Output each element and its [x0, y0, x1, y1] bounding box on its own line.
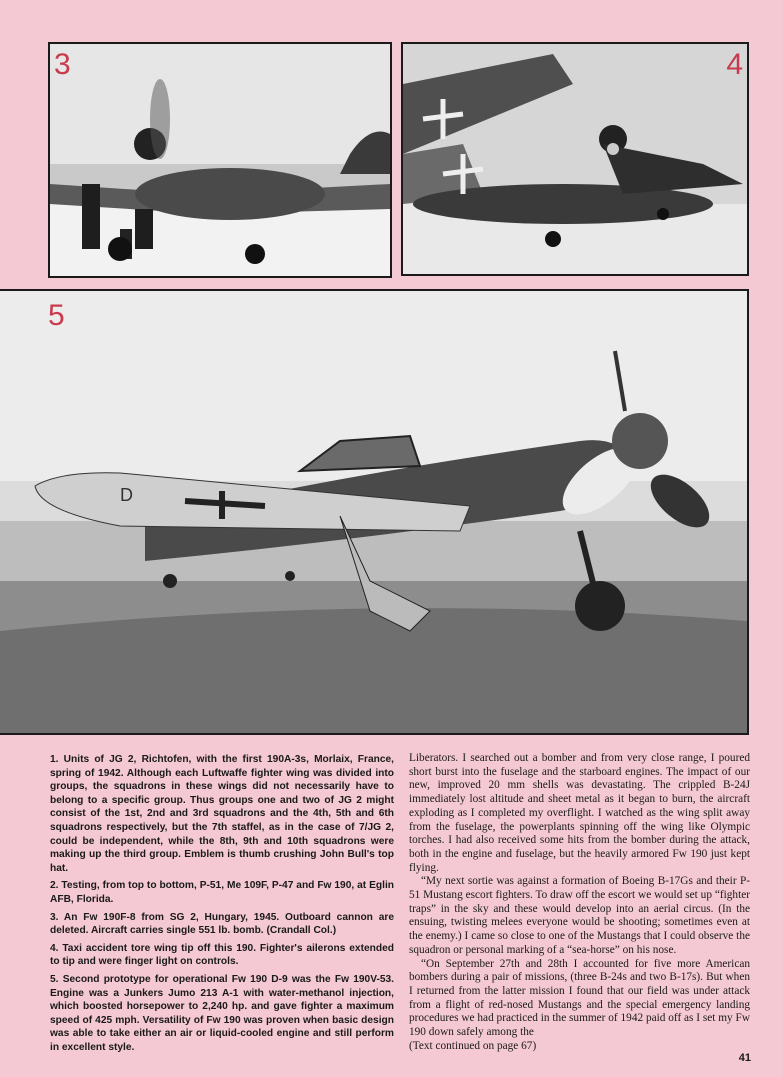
page-number: 41: [738, 1052, 751, 1064]
photo-4: [401, 42, 749, 276]
body-paragraph: “On September 27th and 28th I accounted for five more American bombers during a pair of missions, (three B-24s and two B-17s). But when I returned from the latter mission I found that our field was under attack from a flight of red-nosed Mustangs and the special emergency landing procedures we had practiced in the summer of 1942 paid off as I set my Fw 190 down safely among the: [409, 957, 750, 1039]
caption-4: 4. Taxi accident tore wing tip off this 190. Fighter's ailerons extended to tip and were finger light on controls.: [50, 942, 394, 968]
photo-4-image: [403, 44, 747, 274]
article-body-column: [409, 752, 750, 1053]
captions-column: [50, 753, 394, 1058]
caption-5: 5. Second prototype for operational Fw 190 D-9 was the Fw 190V-53. Engine was a Junkers Jumo 213 A-1 with water-methanol injection, which boosted horsepower to 2,240 hp. and gave fighter a maximum speed of 425 mph. Versatility of Fw 190 was proven when basic design was able to take either an air or liquid-cooled engine and still perform in excellent style.: [50, 973, 394, 1053]
photo-5-image: [0, 291, 747, 733]
photo-3-image: [50, 44, 390, 276]
caption-3: 3. An Fw 190F-8 from SG 2, Hungary, 1945. Outboard cannon are deleted. Aircraft carries single 551 lb. bomb. (Crandall Col.): [50, 911, 394, 937]
caption-1: 1. Units of JG 2, Richtofen, with the first 190A-3s, Morlaix, France, spring of 1942. Although each Luftwaffe fighter wing was divided into groups, the squadrons in these wings did not necessarily have to belong to a specific group. Thus groups one and two of JG 2 might consist of the 1st, 2nd and 3rd squadrons and the 4th, 5th and 6th squadrons respectively, but the 7th staffel, as in the case of 7/JG 2, could be independent, while the 8th, 9th and 10th squadrons were making up the third group. Emblem is thumb crushing John Bull's top hat.: [50, 754, 394, 874]
photo-3-number: 3: [54, 48, 71, 81]
continued-note: (Text continued on page 67): [409, 1039, 537, 1052]
caption-2: 2. Testing, from top to bottom, P-51, Me 109F, P-47 and Fw 190, at Eglin AFB, Florida.: [50, 880, 394, 905]
body-paragraph: “My next sortie was against a formation of Boeing B-17Gs and their P-51 Mustang escort fighters. To draw off the escort we would set up “fighter traps” in the sky and these would develop into an aerial circus. (In the ensuing, twisting melees everyone would be shooting; sometimes even at the enemy.) I came so close to one of the Mustangs that I could observe the squadron or personal marking of a “sea-horse” on his nose.: [409, 875, 750, 956]
photo-5-number: 5: [48, 299, 65, 332]
photo-5: [0, 289, 749, 735]
svg-text:D: D: [120, 485, 133, 505]
photo-4-number: 4: [726, 48, 743, 81]
photo-3: [48, 42, 392, 278]
body-paragraph: Liberators. I searched out a bomber and from very close range, I poured short burst into the fuselage and the starboard engines. The impact of our new, improved 20 mm shells was devastating. The crippled B-24J immediately lost altitude and sheet metal as it began to burn, the aircraft exploding as I completed my overflight. I watched as the wing split away from the fuselage, the powerplants spinning off the wing like Olympic torches. I had also received some hits from the bomber during the attack, both in the engine and fuselage, but the heavily armored Fw 190 just kept flying.: [409, 752, 750, 874]
